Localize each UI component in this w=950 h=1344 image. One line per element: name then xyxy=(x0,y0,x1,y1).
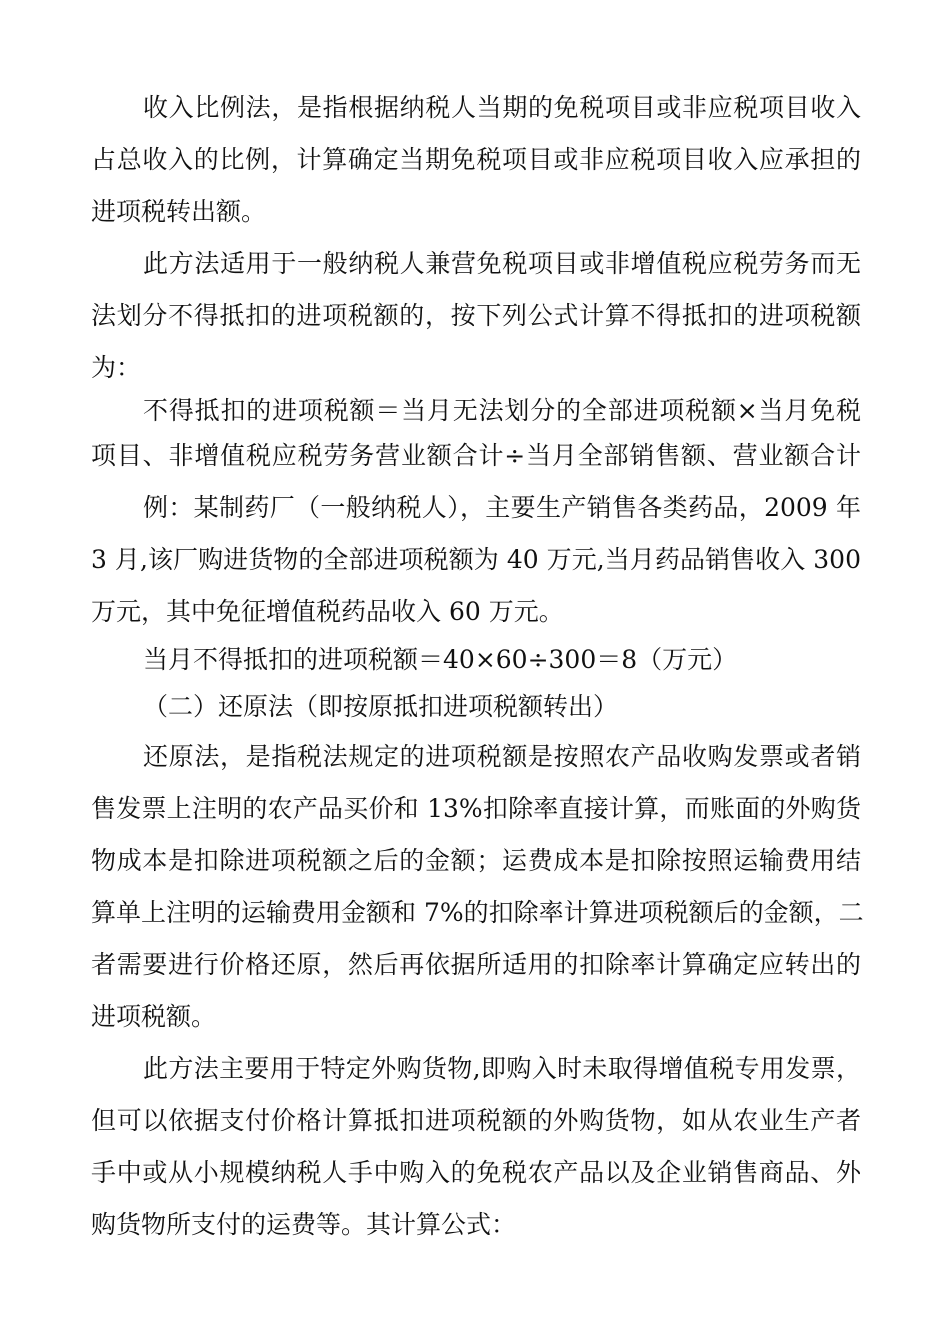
paragraph-line: 但可以依据支付价格计算抵扣进项税额的外购货物，如从农业生产者 xyxy=(91,1106,861,1135)
paragraph-line: 进项税额。 xyxy=(91,1002,217,1031)
formula-line: 不得抵扣的进项税额＝当月无法划分的全部进项税额×当月免税 xyxy=(143,396,861,425)
paragraph-line: 还原法，是指税法规定的进项税额是按照农产品收购发票或者销 xyxy=(143,742,861,771)
formula-line: 项目、非增值税应税劳务营业额合计÷当月全部销售额、营业额合计 xyxy=(91,441,861,470)
paragraph-line: 占总收入的比例，计算确定当期免税项目或非应税项目收入应承担的 xyxy=(91,145,861,174)
paragraph-line: 收入比例法，是指根据纳税人当期的免税项目或非应税项目收入 xyxy=(143,93,861,122)
section-heading: （二）还原法（即按原抵扣进项税额转出） xyxy=(143,692,619,721)
paragraph-line: 此方法适用于一般纳税人兼营免税项目或非增值税应税劳务而无 xyxy=(143,249,861,278)
example-line: 万元，其中免征增值税药品收入 60 万元。 xyxy=(91,597,564,626)
example-line: 3 月,该厂购进货物的全部进项税额为 40 万元,当月药品销售收入 300 xyxy=(91,545,861,574)
paragraph-line: 为： xyxy=(91,353,142,382)
paragraph-line: 售发票上注明的农产品买价和 13%扣除率直接计算，而账面的外购货 xyxy=(91,794,861,823)
paragraph-line: 此方法主要用于特定外购货物,即购入时未取得增值税专用发票， xyxy=(143,1054,861,1083)
calculation-line: 当月不得抵扣的进项税额＝40×60÷300＝8（万元） xyxy=(143,645,738,674)
paragraph-line: 算单上注明的运输费用金额和 7%的扣除率计算进项税额后的金额，二 xyxy=(91,898,864,927)
paragraph-line: 进项税转出额。 xyxy=(91,197,267,226)
paragraph-line: 购货物所支付的运费等。其计算公式： xyxy=(91,1210,517,1239)
example-line: 例：某制药厂（一般纳税人），主要生产销售各类药品，2009 年 xyxy=(143,493,861,522)
paragraph-line: 者需要进行价格还原，然后再依据所适用的扣除率计算确定应转出的 xyxy=(91,950,861,979)
paragraph-line: 手中或从小规模纳税人手中购入的免税农产品以及企业销售商品、外 xyxy=(91,1158,861,1187)
paragraph-line: 法划分不得抵扣的进项税额的，按下列公式计算不得抵扣的进项税额 xyxy=(91,301,861,330)
paragraph-line: 物成本是扣除进项税额之后的金额；运费成本是扣除按照运输费用结 xyxy=(91,846,861,875)
